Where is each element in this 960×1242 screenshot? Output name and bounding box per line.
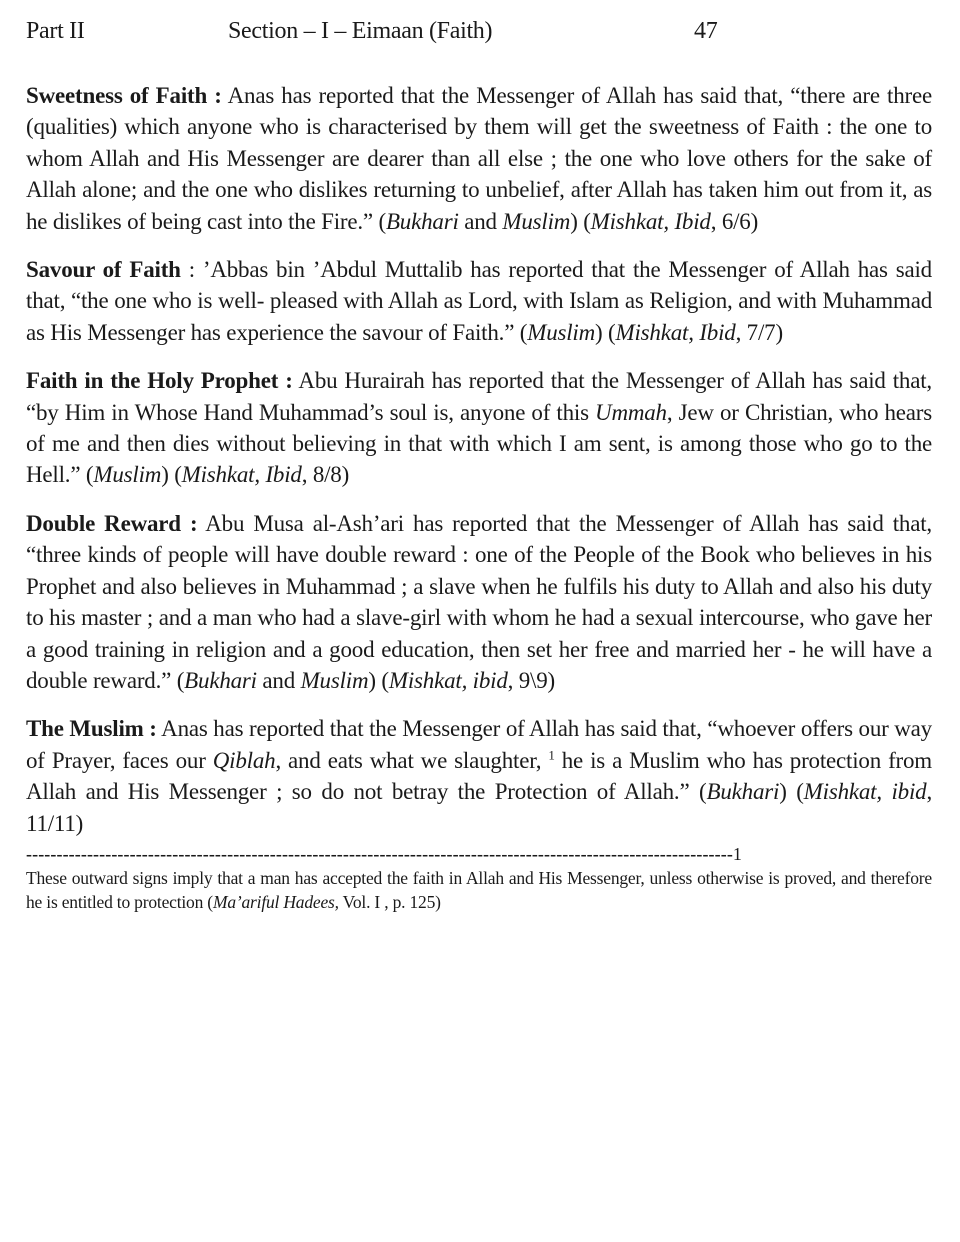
paragraph-text: Abu Hurairah has reported that the Messenger of Allah has said that, “by Him in Whose Hand Muhammad’s soul is, anyone of this (26, 368, 932, 425)
citation: Muslim (527, 319, 596, 345)
paragraph-text: , 8/8) (301, 462, 350, 488)
citation: Muslim (502, 208, 571, 234)
paragraph-text: ) ( (368, 667, 389, 693)
paragraph-text: he is a Muslim who has protection from Allah and His Messenger ; so do not betray the Protection of Allah.” ( (26, 747, 932, 805)
paragraph-text: and (256, 667, 301, 693)
header-section-title: Section – I – Eimaan (Faith) (228, 18, 493, 44)
paragraph-text: ) ( (161, 462, 182, 488)
paragraph-text: Anas has reported that the Messenger of Allah has said that, “there are three (qualities) which anyone who is characterised by them will get the sweetness of Faith : the one to whom Allah and His Messenger are dearer than all else ; the one who love others for the sake of Allah alone; and the one who dislikes returning to unbelief, after Allah has taken him out from it, as he dislikes of being cast into the Fire.” ( (26, 83, 933, 234)
citation: Muslim (300, 667, 369, 693)
page-body (26, 80, 932, 914)
citation: Bukhari (706, 779, 780, 805)
footnote-source: Ma’ariful Hadees, (212, 891, 339, 912)
footnote-number: 1 (732, 843, 743, 864)
citation: Mishkat, Ibid (615, 319, 736, 345)
paragraph-faith-in-holy-prophet (26, 365, 932, 491)
citation: Mishkat, Ibid (181, 462, 302, 488)
footnote-body: These outward signs imply that a man has accepted the faith in Allah and His Messenger, unless otherwise is proved, and therefore he is entitled to protection ( (26, 867, 932, 912)
paragraph-text: Abu Musa al-Ash’ari has reported that the Messenger of Allah has said that, “three kinds of people will have double reward : one of the People of the Book who believes in his Prophet and also believes in Muhammad ; a slave when he fulfils his duty to Allah and also his duty to his master ; and a man who had a slave-girl with whom he had a sexual intercourse, who gave her a good training in religion and a good education, then set her free and married her - he will have a double reward.” ( (26, 510, 932, 693)
paragraph-text: ) ( (779, 779, 804, 805)
paragraph-text: ) ( (570, 208, 591, 234)
citation: Mishkat, ibid (803, 779, 927, 805)
citation: Mishkat, ibid (388, 667, 508, 693)
paragraph-title: Savour of Faith (26, 257, 181, 283)
citation: Bukhari (385, 208, 459, 234)
paragraph-double-reward (26, 508, 932, 696)
paragraph-text: Anas has reported that the Messenger of Allah has said that, “whoever offers our way of Prayer, faces our (26, 716, 932, 773)
paragraph-text: , Jew or Christian, who hears of me and then dies without believing in that with which I am sent, is among those who go to the Hell.” ( (26, 399, 932, 488)
paragraph-text: and (458, 208, 503, 234)
paragraph-sweetness-of-faith (26, 80, 932, 237)
separator-dashes: -------------------------------------------------------------------------------------------------------------------- (26, 843, 733, 864)
header-part: Part II (26, 18, 85, 44)
paragraph-text: , 6/6) (710, 208, 759, 234)
paragraph-text: : ’Abbas bin ’Abdul Muttalib has reported that the Messenger of Allah has said that, “the one who is well- pleased with Allah as Lord, with Islam as Religion, and with Muhammad as His Messenger has experience the savour of Faith.” ( (26, 257, 932, 345)
paragraph-text: , 9\9) (507, 667, 556, 693)
italic-term: Qiblah (212, 747, 276, 773)
page-number: 47 (694, 18, 718, 44)
italic-term: Ummah (595, 399, 667, 425)
footnote-text (26, 866, 932, 914)
paragraph-title: The Muslim : (26, 716, 157, 742)
paragraph-text: , 11/11) (26, 779, 933, 836)
citation: Mishkat, Ibid (590, 208, 711, 234)
paragraph-text: , 7/7) (735, 319, 783, 345)
page-header (26, 18, 926, 52)
footnote-body: Vol. I , p. 125) (338, 891, 441, 912)
paragraph-title: Sweetness of Faith : (26, 83, 222, 108)
citation: Bukhari (184, 667, 257, 693)
paragraph-text: , and eats what we slaughter, (275, 747, 549, 773)
paragraph-title: Faith in the Holy Prophet : (26, 368, 293, 394)
paragraph-text: ) ( (595, 319, 616, 345)
citation: Muslim (93, 462, 162, 488)
paragraph-title: Double Reward : (26, 510, 198, 536)
footnote-separator (26, 842, 806, 866)
footnote-reference[interactable]: 1 (548, 747, 555, 763)
paragraph-the-muslim (26, 713, 932, 839)
paragraph-savour-of-faith (26, 254, 932, 348)
